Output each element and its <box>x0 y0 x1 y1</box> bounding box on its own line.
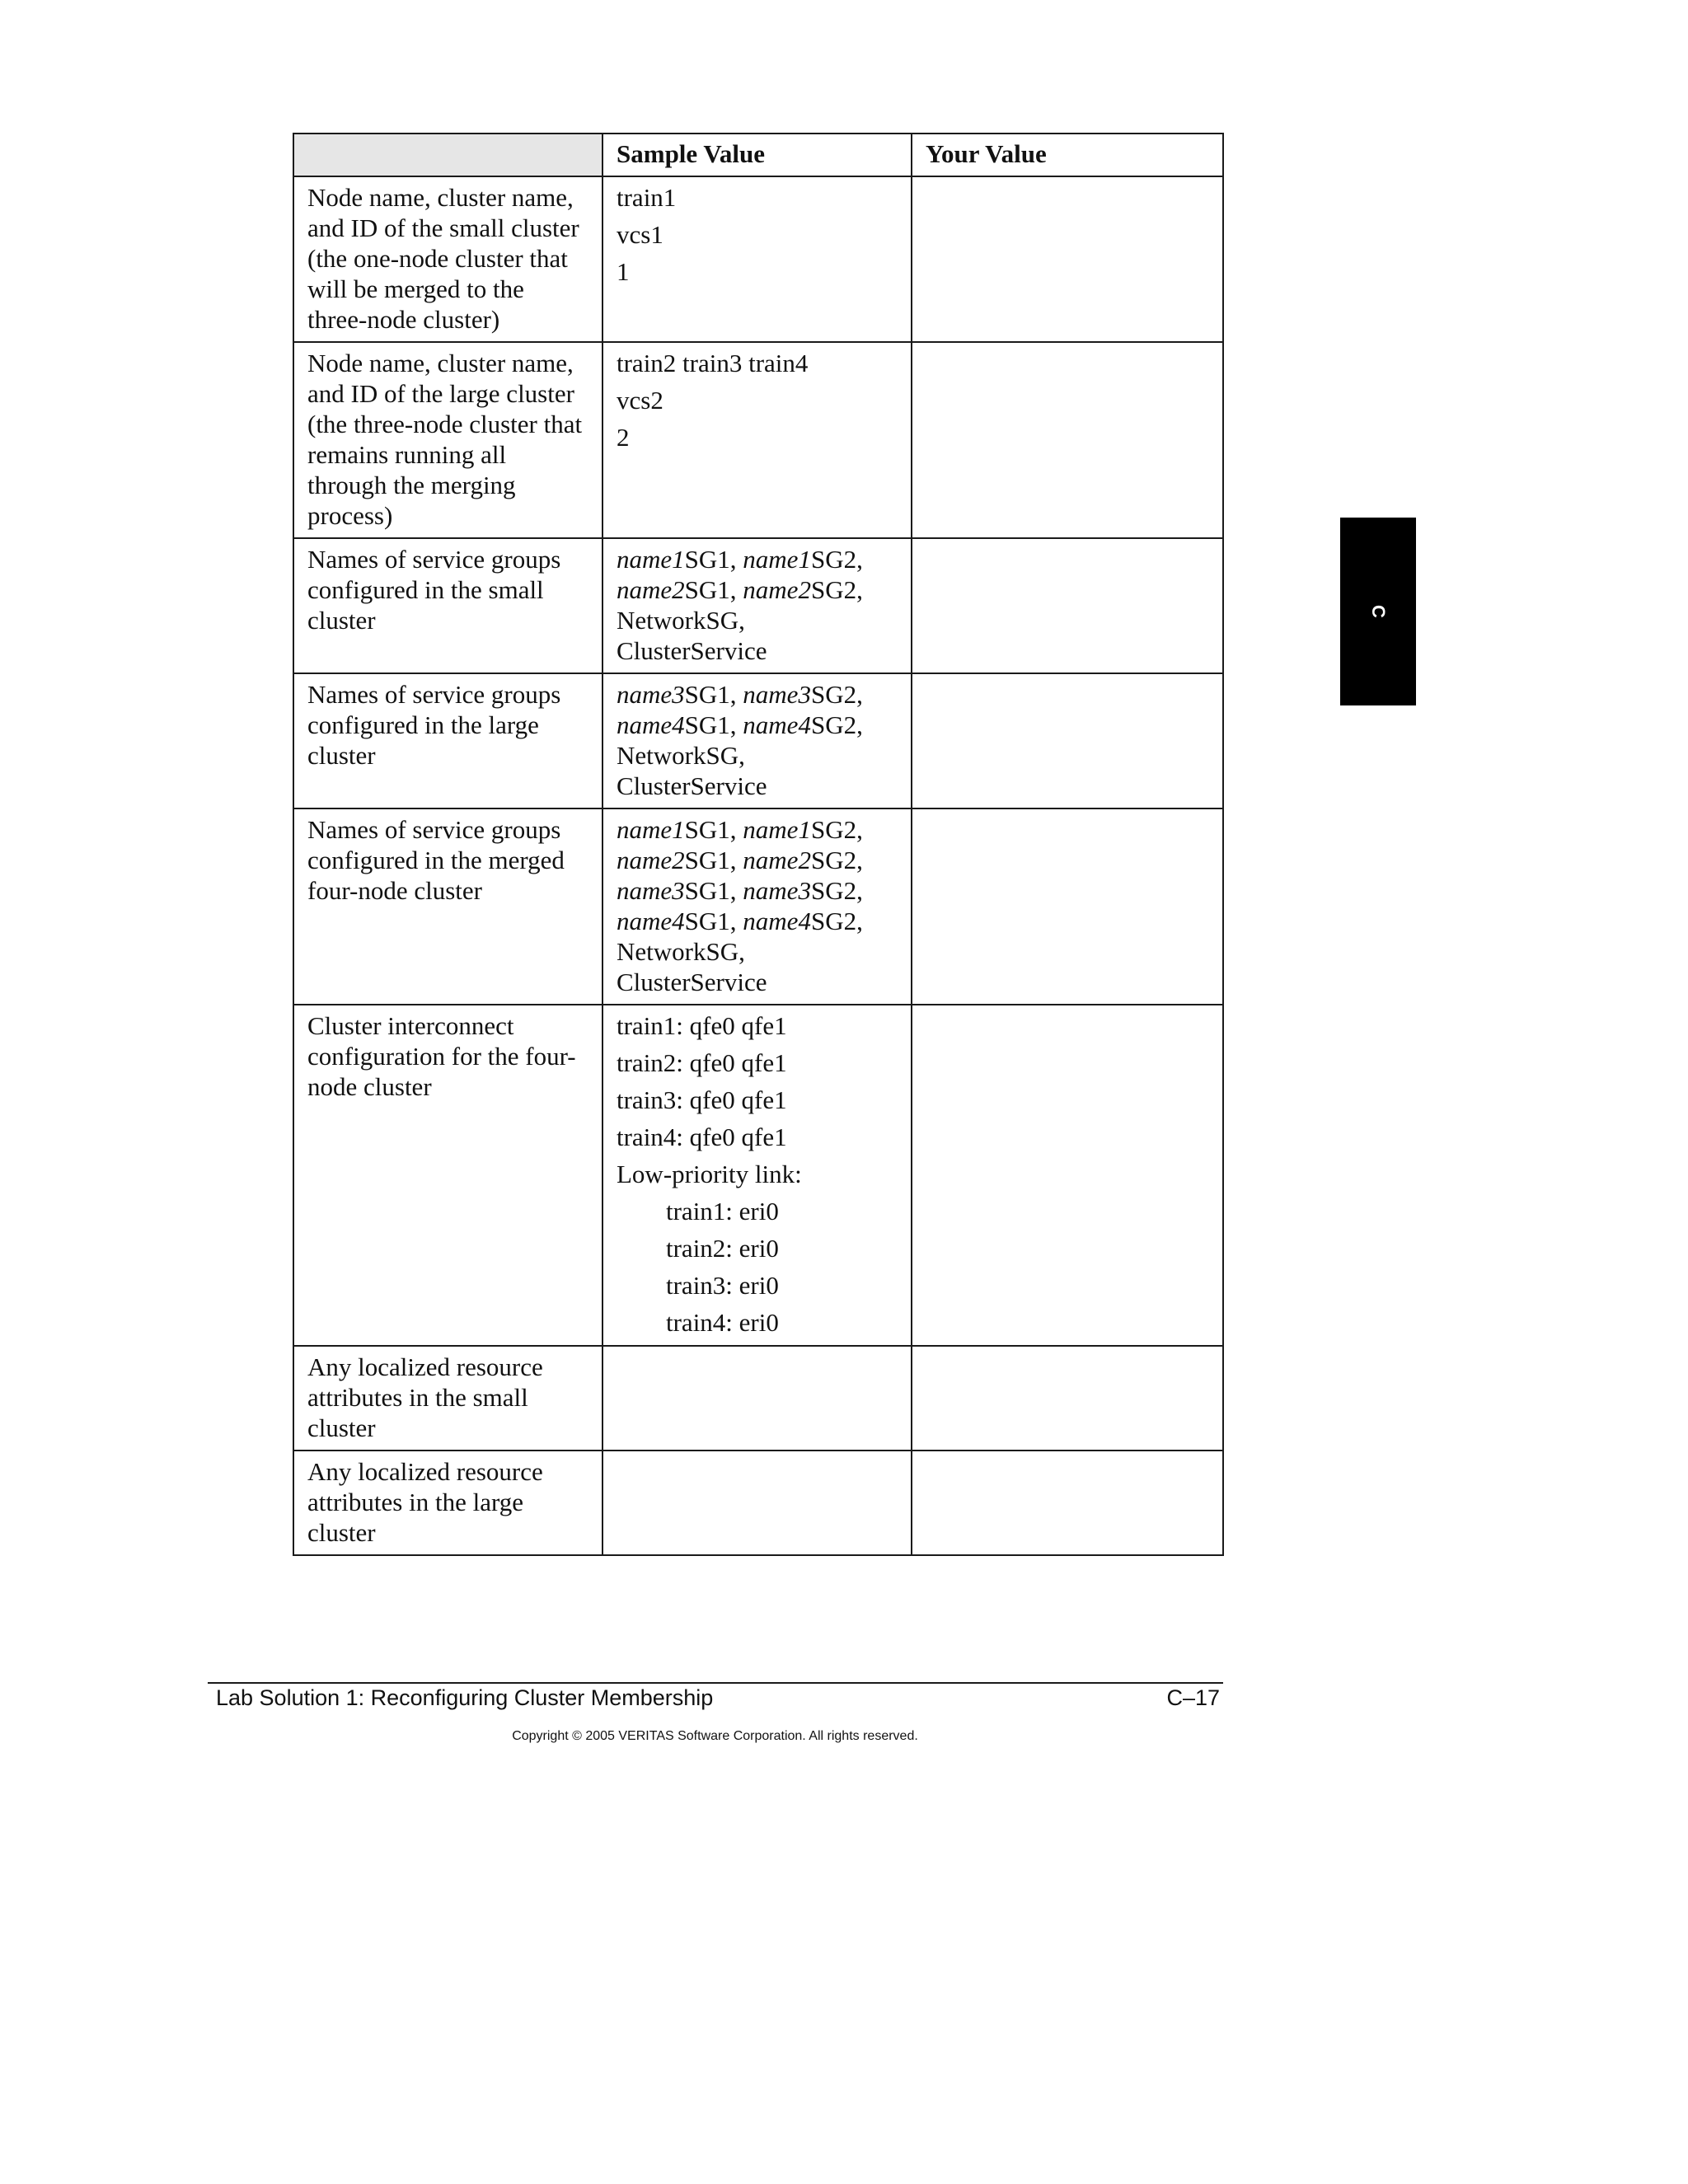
service-group-name: name1SG2, <box>743 815 863 844</box>
table-row <box>293 176 1223 342</box>
name-prefix: name4 <box>743 907 811 935</box>
name-prefix: name1 <box>743 545 811 574</box>
header-sample-value: Sample Value <box>603 134 912 176</box>
side-tab-letter: C <box>1367 605 1389 618</box>
table-row <box>293 673 1223 808</box>
your-value-cell[interactable] <box>912 808 1223 1005</box>
row-label: Node name, cluster name, and ID of the small cluster (the one-node cluster that will be merged to the three-node cluster) <box>293 176 603 342</box>
service-group-name: name1SG1, <box>617 815 743 844</box>
name-prefix: name1 <box>617 545 685 574</box>
service-group-name: name3SG2, <box>743 876 863 905</box>
worksheet-table <box>293 133 1224 1556</box>
sample-value-cell <box>603 342 912 538</box>
service-group-name: name4SG1, <box>617 907 743 935</box>
appendix-side-tab <box>1340 518 1416 705</box>
name-prefix: name4 <box>617 907 685 935</box>
row-label: Names of service groups configured in the large cluster <box>293 673 603 808</box>
row-label: Names of service groups configured in the merged four-node cluster <box>293 808 603 1005</box>
service-group-name: NetworkSG, ClusterService <box>617 937 767 996</box>
name-prefix: name4 <box>743 710 811 739</box>
your-value-cell[interactable] <box>912 1451 1223 1555</box>
table-row <box>293 808 1223 1005</box>
service-group-name: name3SG1, <box>617 680 743 709</box>
service-group-name: name4SG1, <box>617 710 743 739</box>
name-prefix: name2 <box>617 846 685 874</box>
sample-line: train2 train3 train4 <box>617 349 809 377</box>
service-group-name: name4SG2, <box>743 710 863 739</box>
row-label: Names of service groups configured in the small cluster <box>293 538 603 673</box>
sample-line: 2 <box>617 423 630 452</box>
name-prefix: name2 <box>617 575 685 604</box>
service-group-name: name3SG2, <box>743 680 863 709</box>
your-value-cell[interactable] <box>912 176 1223 342</box>
sample-indented-line: train4: eri0 <box>666 1308 779 1337</box>
name-prefix: name4 <box>617 710 685 739</box>
table-row <box>293 1346 1223 1451</box>
service-group-name: NetworkSG, ClusterService <box>617 741 767 800</box>
service-group-name: name2SG2, <box>743 575 863 604</box>
name-prefix: name3 <box>743 680 811 709</box>
service-group-name: name2SG2, <box>743 846 863 874</box>
sample-line: vcs2 <box>617 386 663 415</box>
service-group-name: name1SG1, <box>617 545 743 574</box>
row-label: Node name, cluster name, and ID of the large cluster (the three-node cluster that remains running all through the merging process) <box>293 342 603 538</box>
sample-line: vcs1 <box>617 220 663 249</box>
sample-line: train3: qfe0 qfe1 <box>617 1085 787 1114</box>
footer-divider <box>208 1682 1223 1684</box>
sample-value-cell <box>603 538 912 673</box>
sample-line: train1 <box>617 183 677 212</box>
name-prefix: name1 <box>743 815 811 844</box>
header-your-value: Your Value <box>912 134 1223 176</box>
name-prefix: name3 <box>617 876 685 905</box>
sample-indented-line: train1: eri0 <box>666 1197 779 1226</box>
name-prefix: name1 <box>617 815 685 844</box>
sample-value-cell <box>603 1451 912 1555</box>
sample-line: train4: qfe0 qfe1 <box>617 1122 787 1151</box>
row-label: Any localized resource attributes in the large cluster <box>293 1451 603 1555</box>
your-value-cell[interactable] <box>912 1005 1223 1346</box>
copyright-notice: Copyright © 2005 VERITAS Software Corporation. All rights reserved. <box>512 1729 918 1743</box>
your-value-cell[interactable] <box>912 538 1223 673</box>
sample-value-cell <box>603 1005 912 1346</box>
page-number: C–17 <box>1166 1685 1220 1710</box>
sample-line: Low-priority link: <box>617 1160 802 1188</box>
table-row <box>293 1005 1223 1346</box>
name-prefix: name2 <box>743 575 811 604</box>
your-value-cell[interactable] <box>912 673 1223 808</box>
sample-indented-line: train2: eri0 <box>666 1234 779 1263</box>
table-row <box>293 538 1223 673</box>
name-prefix: name2 <box>743 846 811 874</box>
table-header-row <box>293 134 1223 176</box>
sample-indented-line: train3: eri0 <box>666 1271 779 1300</box>
service-group-name: NetworkSG, ClusterService <box>617 606 767 665</box>
name-prefix: name3 <box>617 680 685 709</box>
your-value-cell[interactable] <box>912 342 1223 538</box>
your-value-cell[interactable] <box>912 1346 1223 1451</box>
name-prefix: name3 <box>743 876 811 905</box>
sample-value-cell <box>603 1346 912 1451</box>
sample-line: train2: qfe0 qfe1 <box>617 1048 787 1077</box>
footer-title: Lab Solution 1: Reconfiguring Cluster Membership <box>216 1685 714 1710</box>
service-group-name: name1SG2, <box>743 545 863 574</box>
service-group-name: name3SG1, <box>617 876 743 905</box>
table-row <box>293 1451 1223 1555</box>
sample-value-cell <box>603 808 912 1005</box>
sample-line: 1 <box>617 257 630 286</box>
sample-line: train1: qfe0 qfe1 <box>617 1011 787 1040</box>
service-group-name: name4SG2, <box>743 907 863 935</box>
service-group-name: name2SG1, <box>617 575 743 604</box>
row-label: Any localized resource attributes in the small cluster <box>293 1346 603 1451</box>
sample-value-cell <box>603 176 912 342</box>
row-label: Cluster interconnect configuration for the four-node cluster <box>293 1005 603 1346</box>
table-row <box>293 342 1223 538</box>
service-group-name: name2SG1, <box>617 846 743 874</box>
header-blank-cell <box>293 134 603 176</box>
sample-value-cell <box>603 673 912 808</box>
